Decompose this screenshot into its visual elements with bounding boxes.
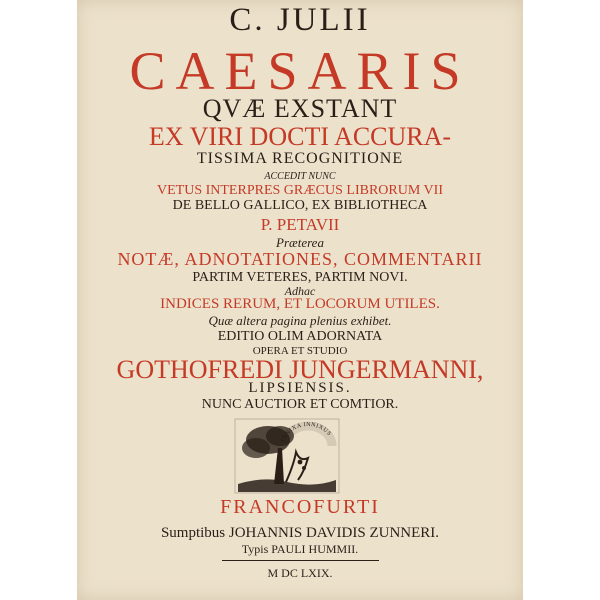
title-line: INDICES RERUM, ET LOCORUM UTILES. [160,296,440,312]
title-line: NUNC AUCTIOR ET COMTIOR. [201,397,399,412]
title-line: ACCEDIT NUNC [264,171,336,182]
title-line: NOTÆ, ADNOTATIONES, COMMENTARII [117,249,483,269]
imprint-place: FRANCOFURTI [220,496,380,518]
title-line: DE BELLO GALLICO, EX BIBLIOTHECA [172,198,428,213]
title-line: Quæ altera pagina plenius exhibet. [208,313,392,328]
title-line: Adhac [284,284,316,298]
title-line: OPERA ET STUDIO [252,345,348,357]
title-line: LIPSIENSIS. [248,380,352,396]
title-line: TISSIMA RECOGNITIONE [196,150,404,167]
title-page [77,0,523,600]
imprint-divider [222,560,379,561]
emblem-motto: INNIXA INNIXUS [280,421,333,443]
title-line: P. PETAVII [260,215,340,234]
author-praenomen: C. JULII [229,2,371,38]
title-line: Præterea [276,235,324,250]
title-line: EDITIO OLIM ADORNATA [217,329,383,344]
editor-name: GOTHOFREDI JUNGERMANNI, [116,355,484,384]
tree-with-grafted-vine-emblem [234,418,340,494]
title-line: QVÆ EXSTANT [202,94,398,123]
imprint-printer: Typis PAULI HUMMII. [241,542,359,556]
imprint-date: M DC LXIX. [267,566,333,580]
title-line: EX VIRI DOCTI ACCURA- [148,122,452,151]
title-line: VETUS INTERPRES GRÆCUS LIBRORUM VII [157,183,443,198]
imprint-publisher: Sumptibus JOHANNIS DAVIDIS ZUNNERI. [160,525,440,541]
author-name: CAESARIS [129,41,471,101]
title-line: PARTIM VETERES, PARTIM NOVI. [192,270,408,285]
